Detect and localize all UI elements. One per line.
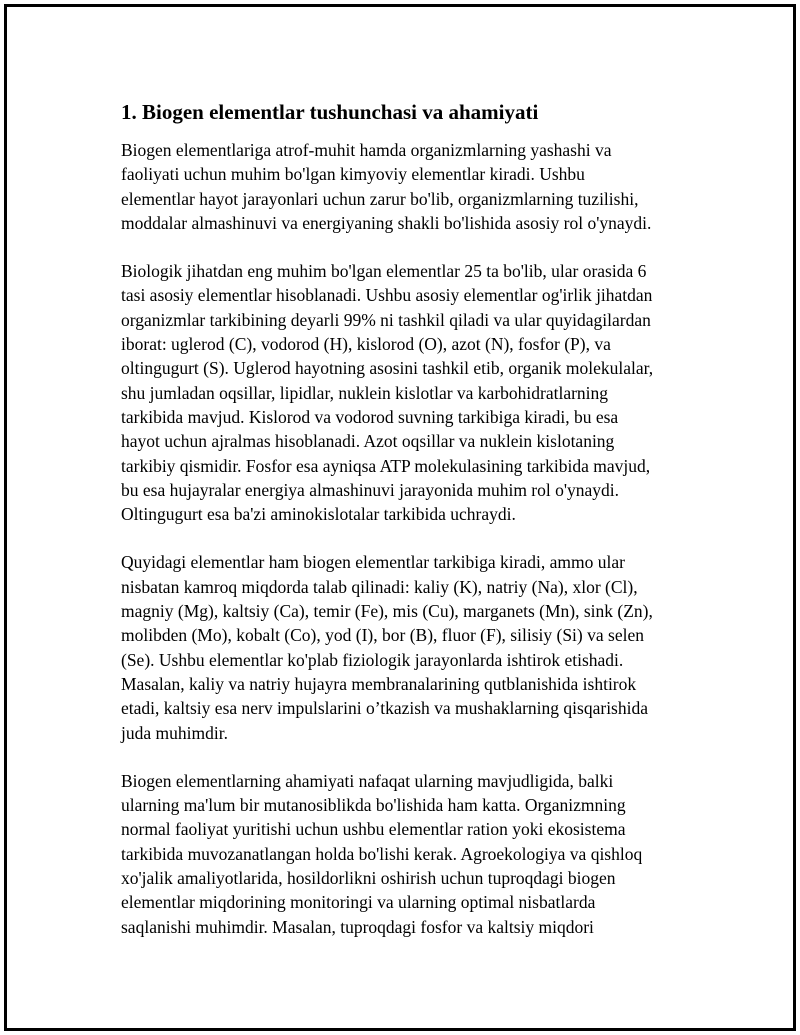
paragraph-2	[121, 259, 691, 526]
paragraph-line: shu jumladan oqsillar, lipidlar, nuklein kislotlar va karbohidratlarning	[121, 382, 609, 403]
paragraph-line: elementlar hayot jarayonlari uchun zarur bo'lib, organizmlarning tuzilishi,	[121, 188, 639, 209]
paragraph-line: hayot uchun ajralmas hisoblanadi. Azot oqsillar va nuklein kislotaning	[121, 431, 615, 452]
paragraph-4	[121, 769, 691, 939]
paragraph-1	[121, 138, 691, 235]
document-body	[121, 97, 691, 963]
paragraph-line: molibden (Mo), kobalt (Co), yod (I), bor (B), fluor (F), silisiy (Si) va selen	[121, 625, 644, 646]
paragraph-line: elementlar miqdorining monitoringi va ularning optimal nisbatlarda	[121, 892, 596, 913]
section-heading: 1. Biogen elementlar tushunchasi va ahamiyati	[121, 100, 539, 124]
paragraph-line: organizmlar tarkibining deyarli 99% ni tashkil qiladi va ular quyidagilardan	[121, 309, 651, 330]
paragraph-line: Quyidagi elementlar ham biogen elementlar tarkibiga kiradi, ammo ular	[121, 552, 625, 573]
paragraph-line: bu esa hujayralar energiya almashinuvi jarayonida muhim rol o'ynaydi.	[121, 479, 620, 500]
paragraph-line: iborat: uglerod (C), vodorod (H), kislorod (O), azot (N), fosfor (P), va	[121, 334, 611, 355]
paragraph-line: (Se). Ushbu elementlar ko'plab fiziologik jarayonlarda ishtirok etishadi.	[121, 649, 624, 670]
paragraph-line: ularning ma'lum bir mutanosiblikda bo'lishida ham katta. Organizmning	[121, 795, 626, 816]
paragraph-line: tasi asosiy elementlar hisoblanadi. Ushbu asosiy elementlar og'irlik jihatdan	[121, 285, 653, 306]
paragraph-line: tarkibiy qismidir. Fosfor esa ayniqsa ATP molekulasining tarkibida mavjud,	[121, 455, 651, 476]
paragraph-line: Biogen elementlariga atrof-muhit hamda organizmlarning yashashi va	[121, 140, 612, 160]
paragraph-line: tarkibida muvozanatlangan holda bo'lishi kerak. Agroekologiya va qishloq	[121, 843, 643, 864]
paragraph-line: nisbatan kamroq miqdorda talab qilinadi: kaliy (K), natriy (Na), xlor (Cl),	[121, 576, 638, 597]
paragraph-line: etadi, kaltsiy esa nerv impulslarini o’tkazish va mushaklarning qisqarishida	[121, 698, 648, 719]
paragraph-line: moddalar almashinuvi va energiyaning shakli bo'lishida asosiy rol o'ynaydi.	[121, 212, 652, 233]
paragraph-3	[121, 550, 691, 744]
paragraph-line: xo'jalik amaliyotlarida, hosildorlikni oshirish uchun tuproqdagi biogen	[121, 868, 616, 889]
paragraph-line: saqlanishi muhimdir. Masalan, tuproqdagi fosfor va kaltsiy miqdori	[121, 916, 594, 937]
paragraph-line: Biogen elementlarning ahamiyati nafaqat ularning mavjudligida, balki	[121, 770, 614, 791]
paragraph-line: Masalan, kaliy va natriy hujayra membranalarining qutblanishida ishtirok	[121, 673, 637, 694]
page-frame	[4, 4, 796, 1031]
paragraph-line: normal faoliyat yuritishi uchun ushbu elementlar ration yoki ekosistema	[121, 819, 626, 840]
paragraph-line: tarkibida mavjud. Kislorod va vodorod suvning tarkibiga kiradi, bu esa	[121, 406, 619, 427]
paragraph-line: faoliyati uchun muhim bo'lgan kimyoviy elementlar kiradi. Ushbu	[121, 164, 585, 185]
paragraph-line: juda muhimdir.	[121, 722, 228, 743]
paragraph-line: Biologik jihatdan eng muhim bo'lgan elementlar 25 ta bo'lib, ular orasida 6	[121, 261, 647, 282]
paragraph-line: oltingugurt (S). Uglerod hayotning asosini tashkil etib, organik molekulalar,	[121, 358, 654, 379]
paragraph-line: magniy (Mg), kaltsiy (Ca), temir (Fe), mis (Cu), marganets (Mn), sink (Zn),	[121, 601, 653, 622]
paragraph-line: Oltingugurt esa ba'zi aminokislotalar tarkibida uchraydi.	[121, 504, 516, 525]
